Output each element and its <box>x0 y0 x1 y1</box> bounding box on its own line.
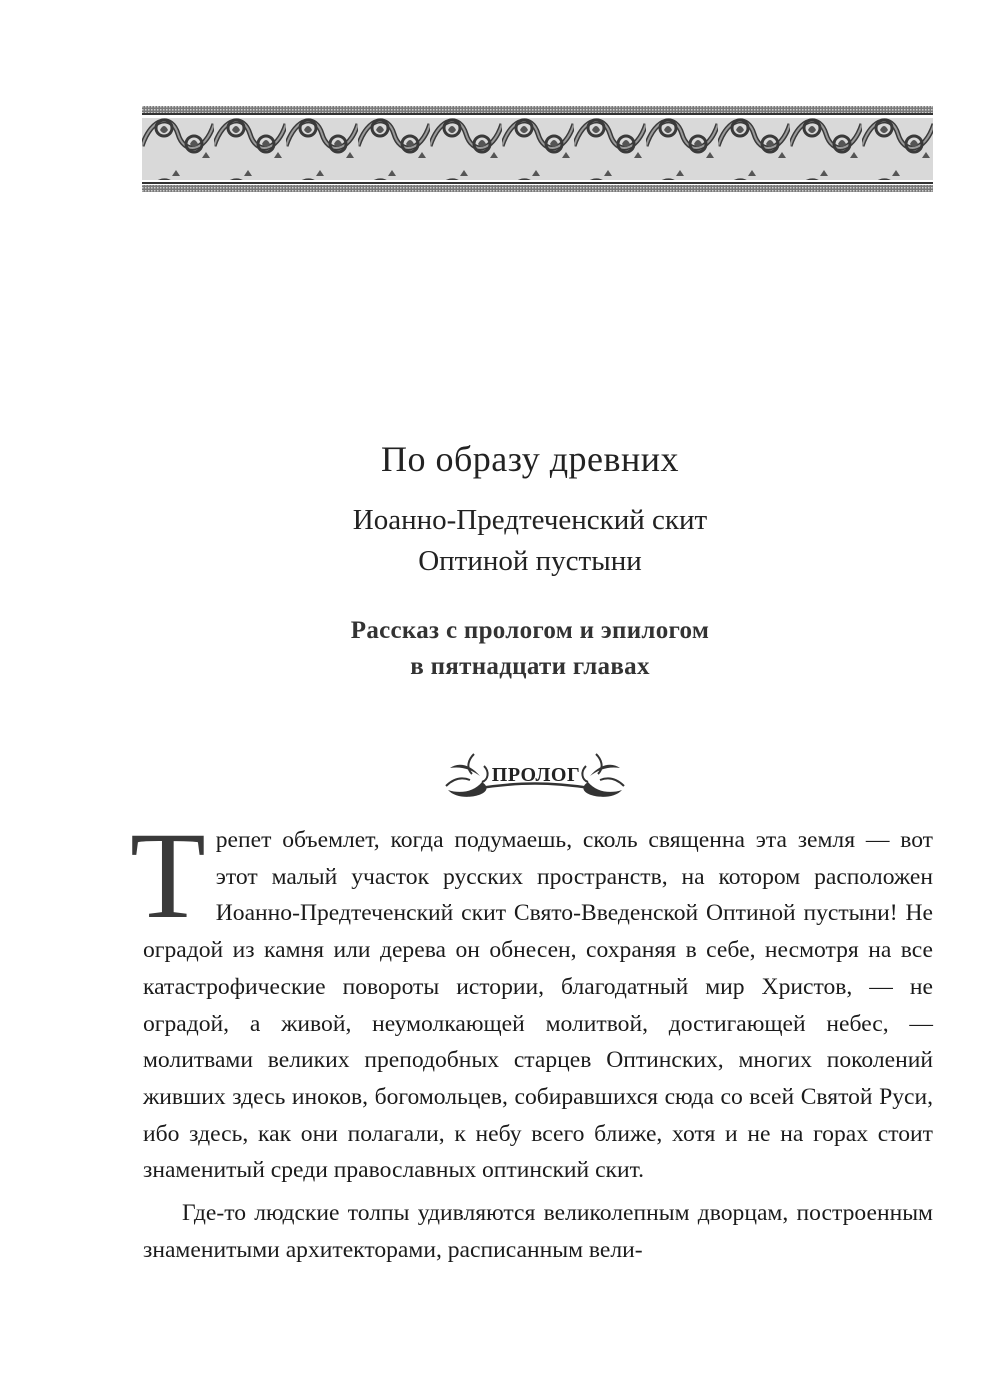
story-line-2: в пятнадцати главах <box>410 653 650 680</box>
paragraph-1-text: репет объемлет, когда подумаешь, сколь священна эта земля — вот этот малый участок русских пространств, на котором расположен Иоанно-Предтеченский скит Свято-Введенской Оптиной пустыни! Не оградой из камня или дерева он обнесен, сохраняя в себе, несмотря на все катастрофические повороты истории, благодатный мир Христов, — не оградой, а живой, неумолкающей молитвой, достигающей небес, — молитвами великих преподобных старцев Оптинских, многих поколений живших здесь иноков, богомольцев, собиравшихся сюда со всей Святой Руси, ибо здесь, как они полагали, к небу всего ближе, хотя и не на горах стоит знаменитый среди православных оптинский скит. <box>143 827 933 1184</box>
book-subtitle <box>130 500 930 582</box>
vine-scroll-border-icon <box>142 106 933 192</box>
paragraph <box>130 807 933 1189</box>
paragraph-2: Где-то людские толпы удивляются великолепным дворцам, построенным знаменитыми архитекторами, расписанным вели- <box>143 1200 933 1263</box>
section-heading: ПРОЛОГ <box>491 764 581 786</box>
story-description <box>130 613 930 685</box>
subtitle-line-2: Оптиной пустыни <box>418 545 642 577</box>
drop-cap: Т <box>130 807 206 944</box>
subtitle-line-1: Иоанно-Предтеченский скит <box>352 504 708 536</box>
story-line-1: Рассказ с прологом и эпилогом <box>350 617 710 644</box>
book-title: По образу древних <box>380 439 680 479</box>
prologue-text <box>130 807 933 1268</box>
